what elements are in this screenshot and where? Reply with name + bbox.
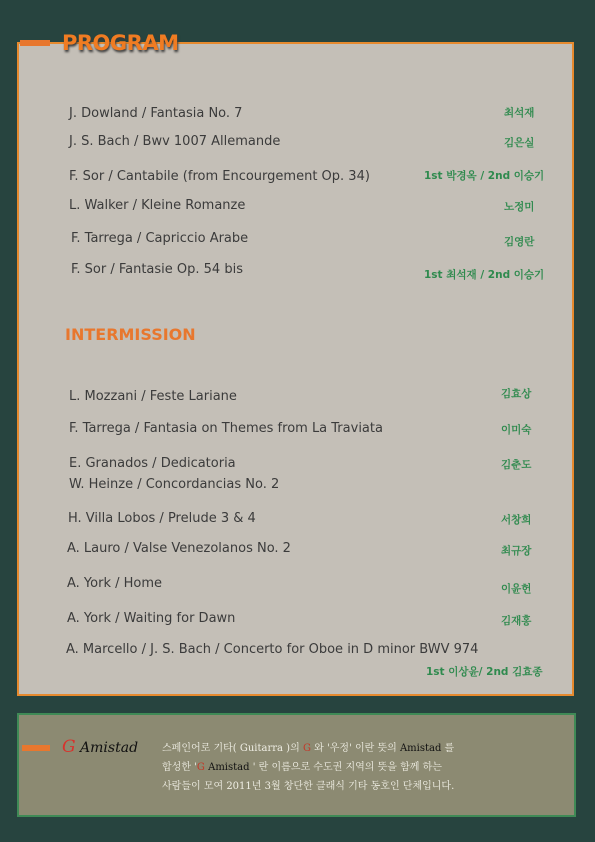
- performer: 이윤헌: [501, 583, 532, 595]
- footer-accent-bar: [22, 745, 50, 751]
- program-item: J. Dowland / Fantasia No. 7: [69, 106, 243, 121]
- amistad-logo: [62, 737, 138, 757]
- title-accent-bar: [20, 40, 50, 46]
- program-item: L. Mozzani / Feste Lariane: [69, 389, 237, 404]
- performer: 김재홍: [501, 615, 532, 627]
- performer: 김영란: [504, 236, 535, 248]
- program-item: E. Granados / Dedicatoria: [69, 456, 236, 471]
- program-item: A. York / Home: [67, 576, 163, 591]
- program-item: A. Marcello / J. S. Bach / Concerto for Oboe in D minor BWV 974: [66, 642, 479, 657]
- desc-line-2: [162, 758, 562, 777]
- program-item: A. Lauro / Valse Venezolanos No. 2: [67, 541, 291, 556]
- program-item: F. Tarrega / Capriccio Arabe: [71, 231, 249, 246]
- program-item: J. S. Bach / Bwv 1007 Allemande: [69, 134, 281, 149]
- performer: 김효상: [501, 388, 532, 400]
- page-title: PROGRAM: [62, 31, 179, 55]
- performer: 이미숙: [501, 424, 532, 436]
- performer: 1st 최석재 / 2nd 이승기: [424, 269, 545, 281]
- performer: 최석재: [504, 107, 535, 119]
- desc-text: 합성한 ': [162, 762, 197, 773]
- program-item: H. Villa Lobos / Prelude 3 & 4: [68, 511, 256, 526]
- logo-g: G: [62, 737, 76, 757]
- performer: 1st 이상윤/ 2nd 김효종: [426, 666, 543, 678]
- program-item: F. Sor / Cantabile (from Encourgement Op. 34): [69, 169, 370, 184]
- desc-amistad: Amistad: [204, 762, 250, 773]
- program-item: F. Tarrega / Fantasia on Themes from La Traviata: [69, 421, 383, 436]
- performer: 김은실: [504, 137, 535, 149]
- logo-text: Amistad: [75, 740, 139, 756]
- performer: 김춘도: [501, 459, 532, 471]
- desc-line-3: 사람들이 모여 2011년 3월 창단한 클래식 기타 동호인 단체입니다.: [162, 781, 455, 792]
- desc-highlight: G: [302, 743, 311, 754]
- footer-description: [162, 739, 562, 796]
- intermission-heading: INTERMISSION: [65, 325, 196, 344]
- program-item: L. Walker / Kleine Romanze: [69, 198, 246, 213]
- program-item: F. Sor / Fantasie Op. 54 bis: [71, 262, 243, 277]
- program-item: A. York / Waiting for Dawn: [67, 611, 236, 626]
- desc-highlight: G: [196, 762, 205, 773]
- performer: 1st 박경옥 / 2nd 이승기: [424, 170, 545, 182]
- desc-line-1: [162, 739, 562, 758]
- performer: 최규장: [501, 545, 532, 557]
- desc-text: 스페인어로 기타( Guitarra )의: [162, 743, 303, 754]
- desc-amistad: Amistad: [399, 743, 442, 754]
- program-item: W. Heinze / Concordancias No. 2: [69, 477, 280, 492]
- performer: 노정미: [504, 201, 535, 213]
- desc-text: 를: [441, 743, 455, 754]
- desc-text: ' 란 이름으로 수도권 지역의 뜻을 함께 하는: [249, 762, 442, 773]
- desc-text: 와 '우정' 이란 뜻의: [310, 743, 400, 754]
- performer: 서창희: [501, 514, 532, 526]
